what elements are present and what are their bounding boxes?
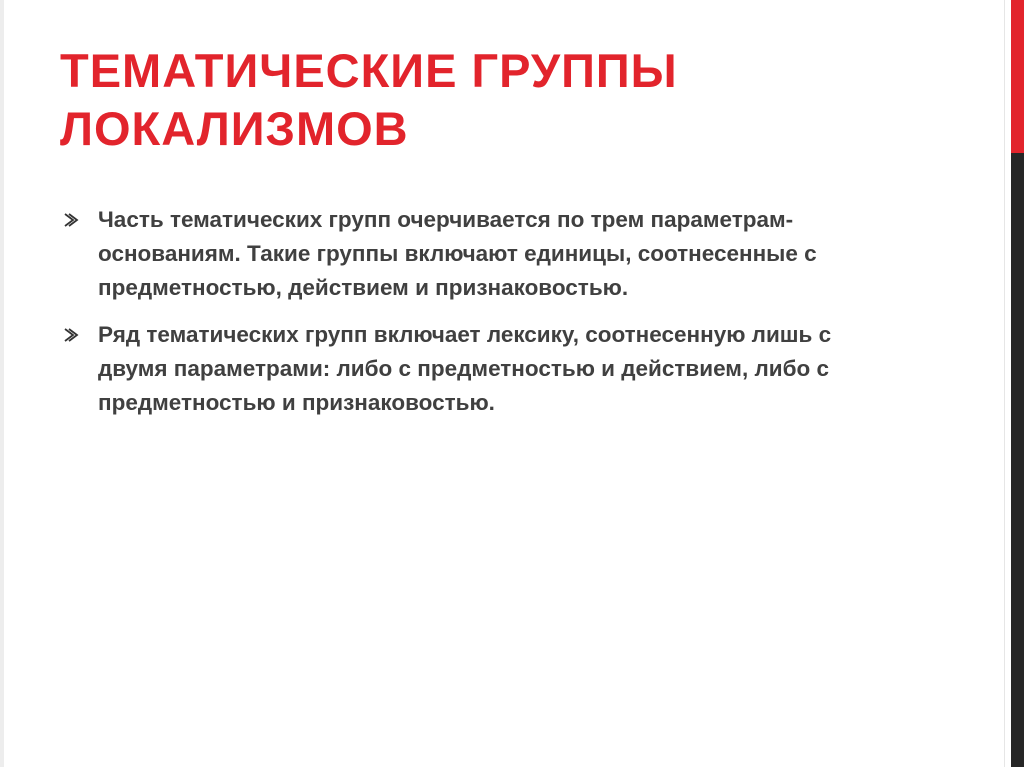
bullet-text: Часть тематических групп очерчивается по трем параметрам-основаниям. Такие группы включают единицы, соотнесенные с предметностью, действием и признаковостью. <box>98 207 817 300</box>
arrow-bullet-icon <box>62 327 80 343</box>
bullet-item <box>62 203 902 305</box>
slide-title-line-2: ЛОКАЛИЗМОВ <box>60 102 409 155</box>
accent-bar-red <box>1011 0 1024 153</box>
slide-title-line-1: ТЕМАТИЧЕСКИЕ ГРУППЫ <box>60 44 678 97</box>
slide-title <box>60 42 960 158</box>
arrow-bullet-icon <box>62 212 80 228</box>
bullet-text: Ряд тематических групп включает лексику, соотнесенную лишь с двумя параметрами: либо с предметностью и действием, либо с предметностью и признаковостью. <box>98 322 832 415</box>
accent-bar-dark <box>1011 153 1024 767</box>
bullet-list <box>62 203 902 433</box>
bullet-item <box>62 318 902 420</box>
left-edge-shadow <box>0 0 4 767</box>
right-edge-line <box>1004 0 1005 767</box>
